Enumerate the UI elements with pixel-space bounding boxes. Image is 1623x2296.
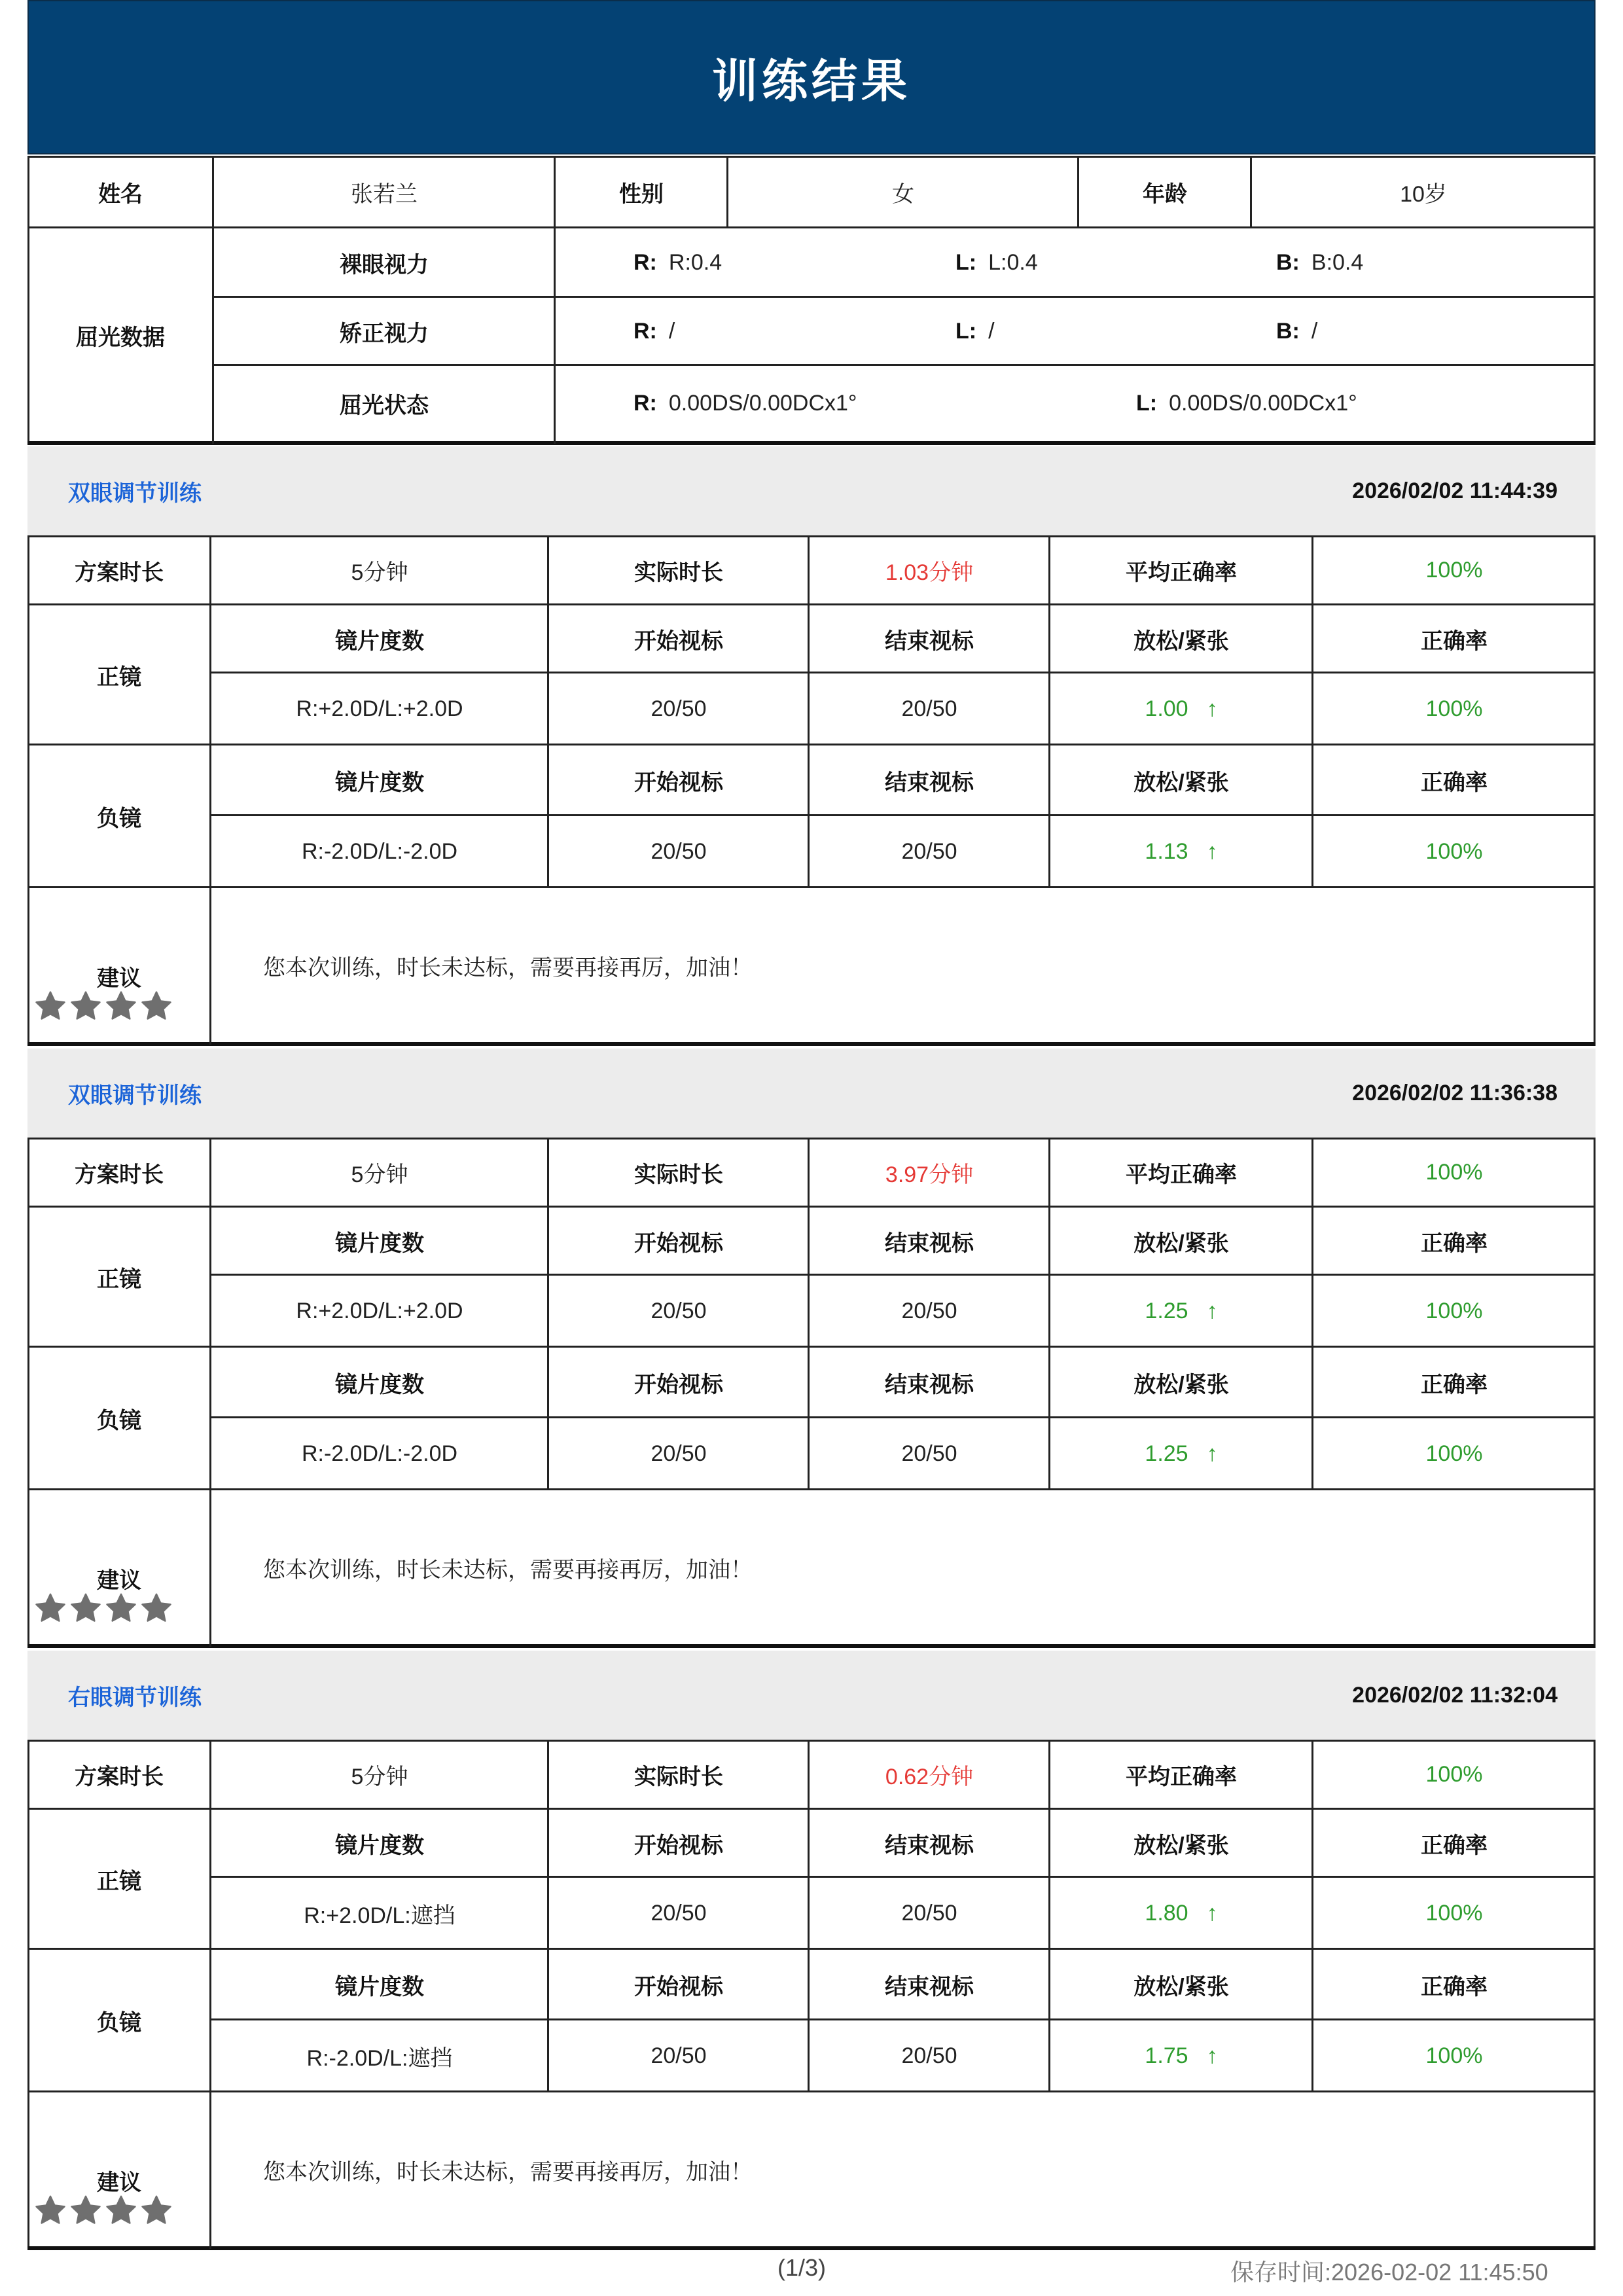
positive-accuracy: 100% — [1425, 696, 1483, 721]
positive-end-chart: 20/50 — [901, 696, 957, 721]
negative-start-chart: 20/50 — [651, 1441, 707, 1466]
corrected-vision-label: 矫正视力 — [340, 321, 429, 346]
relax-tense-header: 放松/紧张 — [1133, 1974, 1229, 2000]
negative-accuracy: 100% — [1425, 2043, 1483, 2068]
rating-stars — [34, 990, 173, 1022]
avg-accuracy-label: 平均正确率 — [1126, 1764, 1237, 1789]
advice-label: 建议 — [97, 966, 141, 991]
name-label: 姓名 — [98, 181, 143, 207]
star-icon — [34, 990, 67, 1022]
positive-start-chart: 20/50 — [651, 1900, 707, 1926]
plan-duration-label: 方案时长 — [75, 1162, 164, 1187]
star-icon — [105, 2194, 137, 2227]
actual-duration: 0.62分钟 — [885, 1764, 974, 1789]
naked-l: L: L:0.4 — [955, 249, 1038, 275]
lens-power-header: 镜片度数 — [335, 628, 424, 654]
star-icon — [34, 1592, 67, 1624]
negative-start-chart: 20/50 — [651, 838, 707, 864]
positive-end-chart: 20/50 — [901, 1900, 957, 1926]
star-icon — [105, 990, 137, 1022]
positive-lens-power: R:+2.0D/L:+2.0D — [296, 696, 463, 721]
plan-duration: 5分钟 — [351, 1764, 408, 1789]
up-arrow-icon: ↑ — [1206, 1441, 1218, 1466]
end-chart-header: 结束视标 — [885, 1974, 974, 2000]
rating-stars — [34, 1592, 173, 1624]
corrected-l: L: / — [955, 318, 995, 344]
end-chart-header: 结束视标 — [885, 1833, 974, 1858]
negative-lens-label: 负镜 — [97, 1408, 141, 1433]
advice-label: 建议 — [97, 2170, 141, 2195]
positive-lens-power: R:+2.0D/L:遮挡 — [304, 1903, 455, 1928]
positive-lens-label: 正镜 — [97, 664, 141, 690]
patient-age: 10岁 — [1400, 181, 1447, 207]
up-arrow-icon: ↑ — [1206, 696, 1218, 721]
relax-tense-header: 放松/紧张 — [1133, 1833, 1229, 1858]
accuracy-header: 正确率 — [1421, 1974, 1488, 2000]
actual-duration-label: 实际时长 — [634, 1162, 723, 1187]
negative-accuracy: 100% — [1425, 1441, 1483, 1466]
accuracy-header: 正确率 — [1421, 628, 1488, 654]
session-name: 右眼调节训练 — [68, 1685, 202, 1710]
lens-power-header: 镜片度数 — [335, 770, 424, 795]
negative-start-chart: 20/50 — [651, 2043, 707, 2068]
lens-power-header: 镜片度数 — [335, 1230, 424, 1256]
gender-label: 性别 — [619, 181, 664, 207]
negative-lens-power: R:-2.0D/L:-2.0D — [301, 838, 458, 864]
naked-r: R: R:0.4 — [633, 249, 722, 275]
positive-lens-label: 正镜 — [97, 1869, 141, 1894]
end-chart-header: 结束视标 — [885, 1372, 974, 1397]
star-icon — [69, 1592, 102, 1624]
rating-stars — [34, 2194, 173, 2227]
star-icon — [69, 2194, 102, 2227]
accuracy-header: 正确率 — [1421, 1372, 1488, 1397]
session-datetime: 2026/02/02 11:44:39 — [1352, 478, 1558, 503]
star-icon — [140, 1592, 173, 1624]
actual-duration: 1.03分钟 — [885, 560, 974, 585]
save-time: 保存时间:2026-02-02 11:45:50 — [1230, 2259, 1548, 2286]
naked-vision-label: 裸眼视力 — [340, 252, 429, 278]
page-indicator: (1/3) — [777, 2254, 827, 2281]
negative-lens-label: 负镜 — [97, 2010, 141, 2036]
positive-relax-tense: 1.00 ↑ — [1145, 696, 1218, 721]
status-r: R: 0.00DS/0.00DCx1° — [633, 390, 857, 416]
star-icon — [105, 1592, 137, 1624]
negative-lens-power: R:-2.0D/L:遮挡 — [306, 2045, 453, 2071]
negative-end-chart: 20/50 — [901, 838, 957, 864]
avg-accuracy: 100% — [1425, 557, 1483, 583]
accuracy-header: 正确率 — [1421, 1230, 1488, 1256]
start-chart-header: 开始视标 — [634, 1974, 723, 2000]
lens-power-header: 镜片度数 — [335, 1372, 424, 1397]
up-arrow-icon: ↑ — [1206, 1298, 1218, 1323]
up-arrow-icon: ↑ — [1206, 2043, 1218, 2068]
relax-tense-header: 放松/紧张 — [1133, 770, 1229, 795]
accuracy-header: 正确率 — [1421, 1833, 1488, 1858]
positive-accuracy: 100% — [1425, 1900, 1483, 1926]
negative-lens-power: R:-2.0D/L:-2.0D — [301, 1441, 458, 1466]
avg-accuracy-label: 平均正确率 — [1126, 1162, 1237, 1187]
avg-accuracy-label: 平均正确率 — [1126, 560, 1237, 585]
negative-end-chart: 20/50 — [901, 1441, 957, 1466]
positive-start-chart: 20/50 — [651, 696, 707, 721]
refraction-label: 屈光数据 — [76, 325, 165, 350]
session-datetime: 2026/02/02 11:36:38 — [1352, 1080, 1558, 1105]
up-arrow-icon: ↑ — [1206, 838, 1218, 864]
avg-accuracy: 100% — [1425, 1159, 1483, 1185]
end-chart-header: 结束视标 — [885, 628, 974, 654]
start-chart-header: 开始视标 — [634, 1372, 723, 1397]
status-l: L: 0.00DS/0.00DCx1° — [1136, 390, 1357, 416]
star-icon — [34, 2194, 67, 2227]
naked-b: B: B:0.4 — [1276, 249, 1364, 275]
session-name: 双眼调节训练 — [68, 1083, 202, 1108]
patient-name: 张若兰 — [351, 181, 418, 207]
negative-relax-tense: 1.13 ↑ — [1145, 838, 1218, 864]
advice-text: 您本次训练，时长未达标，需要再接再厉，加油！ — [263, 1557, 753, 1583]
plan-duration-label: 方案时长 — [75, 1764, 164, 1789]
positive-relax-tense: 1.25 ↑ — [1145, 1298, 1218, 1323]
actual-duration-label: 实际时长 — [634, 1764, 723, 1789]
negative-end-chart: 20/50 — [901, 2043, 957, 2068]
plan-duration: 5分钟 — [351, 560, 408, 585]
negative-lens-label: 负镜 — [97, 806, 141, 831]
positive-start-chart: 20/50 — [651, 1298, 707, 1323]
relax-tense-header: 放松/紧张 — [1133, 1230, 1229, 1256]
negative-relax-tense: 1.75 ↑ — [1145, 2043, 1218, 2068]
positive-relax-tense: 1.80 ↑ — [1145, 1900, 1218, 1926]
session-datetime: 2026/02/02 11:32:04 — [1352, 1682, 1558, 1708]
positive-end-chart: 20/50 — [901, 1298, 957, 1323]
age-label: 年龄 — [1143, 181, 1187, 207]
start-chart-header: 开始视标 — [634, 1230, 723, 1256]
plan-duration-label: 方案时长 — [75, 560, 164, 585]
relax-tense-header: 放松/紧张 — [1133, 628, 1229, 654]
actual-duration-label: 实际时长 — [634, 560, 723, 585]
start-chart-header: 开始视标 — [634, 770, 723, 795]
actual-duration: 3.97分钟 — [885, 1162, 974, 1187]
star-icon — [140, 990, 173, 1022]
relax-tense-header: 放松/紧张 — [1133, 1372, 1229, 1397]
session-name: 双眼调节训练 — [68, 480, 202, 506]
corrected-r: R: / — [633, 318, 675, 344]
negative-relax-tense: 1.25 ↑ — [1145, 1441, 1218, 1466]
lens-power-header: 镜片度数 — [335, 1974, 424, 2000]
advice-text: 您本次训练，时长未达标，需要再接再厉，加油！ — [263, 2159, 753, 2185]
positive-lens-power: R:+2.0D/L:+2.0D — [296, 1298, 463, 1323]
star-icon — [140, 2194, 173, 2227]
page-title: 训练结果 — [27, 0, 1596, 154]
end-chart-header: 结束视标 — [885, 1230, 974, 1256]
patient-gender: 女 — [892, 181, 914, 207]
start-chart-header: 开始视标 — [634, 628, 723, 654]
avg-accuracy: 100% — [1425, 1761, 1483, 1787]
advice-text: 您本次训练，时长未达标，需要再接再厉，加油！ — [263, 955, 753, 980]
positive-lens-label: 正镜 — [97, 1266, 141, 1292]
advice-label: 建议 — [97, 1568, 141, 1593]
start-chart-header: 开始视标 — [634, 1833, 723, 1858]
accuracy-header: 正确率 — [1421, 770, 1488, 795]
star-icon — [69, 990, 102, 1022]
refraction-status-label: 屈光状态 — [340, 393, 429, 418]
end-chart-header: 结束视标 — [885, 770, 974, 795]
plan-duration: 5分钟 — [351, 1162, 408, 1187]
negative-accuracy: 100% — [1425, 838, 1483, 864]
lens-power-header: 镜片度数 — [335, 1833, 424, 1858]
up-arrow-icon: ↑ — [1206, 1900, 1218, 1926]
corrected-b: B: / — [1276, 318, 1318, 344]
positive-accuracy: 100% — [1425, 1298, 1483, 1323]
